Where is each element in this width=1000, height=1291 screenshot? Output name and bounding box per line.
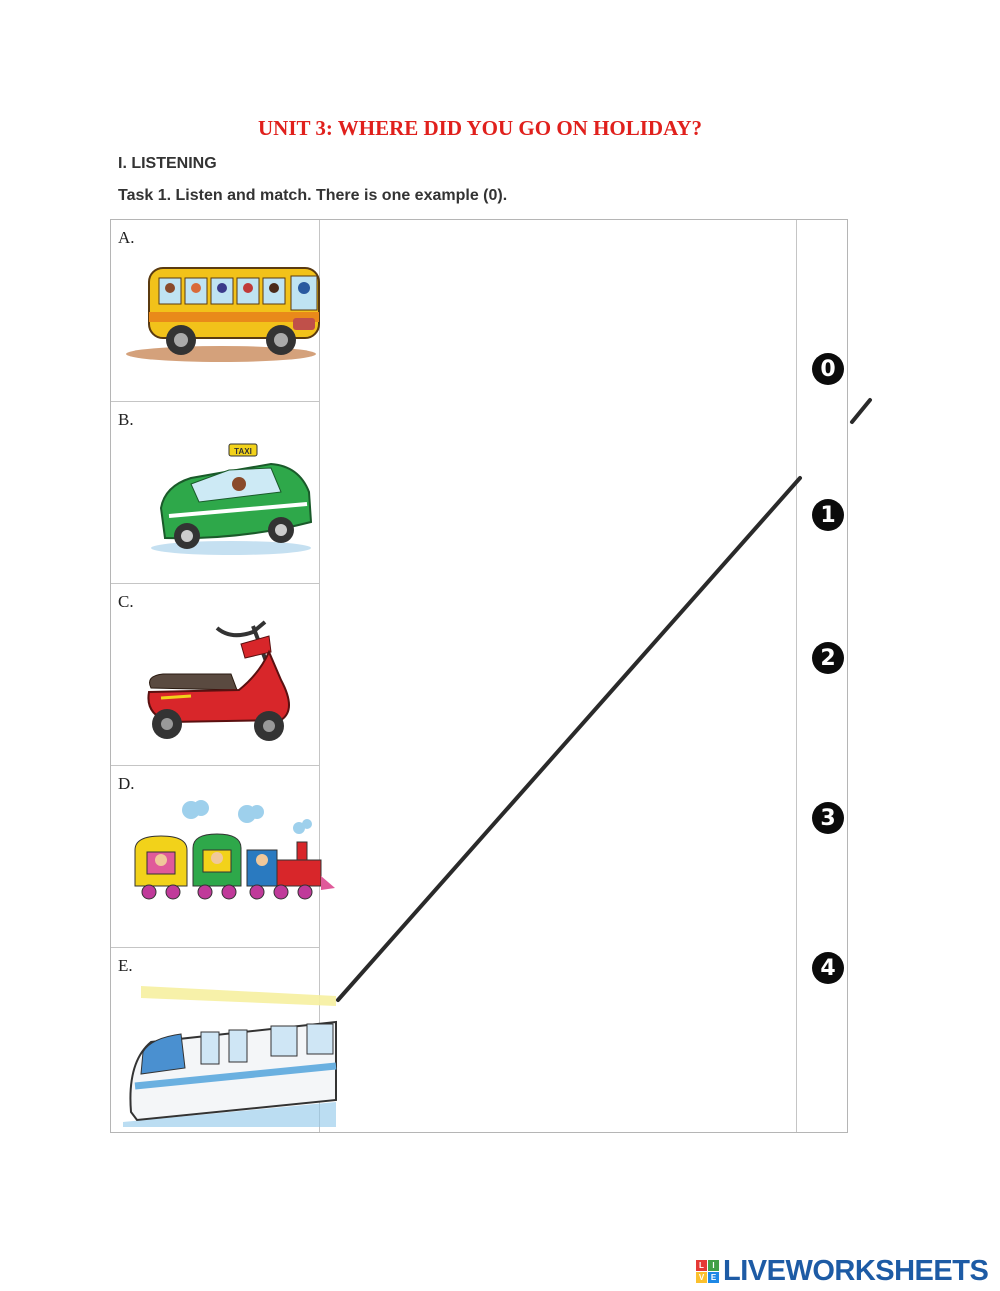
motorbike-icon	[121, 618, 336, 763]
option-c[interactable]	[111, 584, 319, 766]
logo-text: LIVEWORKSHEETS	[723, 1255, 989, 1287]
taxi-icon	[121, 436, 336, 581]
option-label: C.	[118, 592, 134, 611]
answer-number-4[interactable]: 4	[812, 952, 844, 984]
answer-number-1[interactable]: 1	[812, 499, 844, 531]
logo-block: I	[708, 1260, 719, 1271]
matching-table	[110, 219, 848, 1133]
answer-number-0: 0	[812, 353, 844, 385]
task-instruction: Task 1. Listen and match. There is one example (0).	[118, 187, 508, 204]
option-b[interactable]	[111, 402, 319, 584]
answer-number-3[interactable]: 3	[812, 802, 844, 834]
toy-train-icon	[121, 800, 336, 945]
option-label: B.	[118, 410, 134, 429]
section-heading: I. LISTENING	[118, 155, 217, 172]
worksheet-title: UNIT 3: WHERE DID YOU GO ON HOLIDAY?	[258, 116, 702, 140]
taxi-sign: TAXI	[234, 447, 252, 456]
option-d[interactable]	[111, 766, 319, 948]
option-a[interactable]	[111, 220, 319, 402]
logo-block: V	[696, 1272, 707, 1283]
logo-block: L	[696, 1260, 707, 1271]
subway-train-icon	[121, 982, 336, 1127]
column-divider-right	[796, 220, 797, 1132]
answer-number-2[interactable]: 2	[812, 642, 844, 674]
bus-icon	[121, 254, 336, 399]
option-label: E.	[118, 956, 133, 975]
option-label: D.	[118, 774, 135, 793]
logo-icon	[696, 1260, 719, 1283]
liveworksheets-logo[interactable]	[696, 1255, 988, 1288]
logo-block: E	[708, 1272, 719, 1283]
option-label: A.	[118, 228, 135, 247]
option-e[interactable]	[111, 948, 319, 1130]
